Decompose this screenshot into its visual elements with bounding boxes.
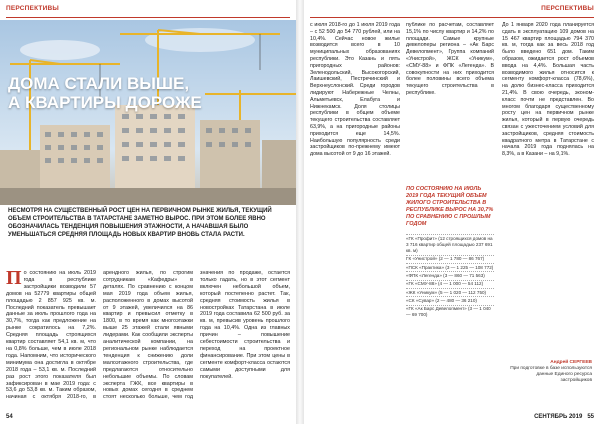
construction-illustration bbox=[0, 20, 296, 205]
article-body-left bbox=[6, 270, 290, 408]
body-column-3 bbox=[200, 270, 290, 400]
headline-line-1: ДОМА СТАЛИ ВЫШЕ, bbox=[8, 74, 190, 93]
right-column-2 bbox=[406, 22, 494, 182]
header-rule-right bbox=[310, 17, 594, 18]
issue-date: СЕНТЯБРЬ 2019 bbox=[534, 414, 583, 420]
developer-item: «СК «Сувар» (2 — 480 — 36 210) bbox=[406, 296, 494, 304]
pull-quote: ПО СОСТОЯНИЮ НА ИЮЛЬ 2019 ГОДА ТЕКУЩИЙ ОБЪЕМ ЖИЛОГО СТРОИТЕЛЬСТВА В РЕСПУБЛИКЕ ВЫРОС НА 30,7% ПО СРАВНЕНИЮ С ПРОШЛЫМ ГОДОМ bbox=[406, 186, 494, 227]
body-column-3-text: значения по продаже, остается только гадать, но в этот сегмент включен небольшой объем, который постепенно растет. Так, средняя стоимость жилья в новостройках Татарстана в июле 2019 года составила 62 500 руб. за кв. м, превысив уровень прошлого года на 10,4%. Одна из главных причин – повышение себестоимости строительства и переход на проектное финансирование. При этом цены в сегменте комфорт-класса остаются самыми доступными для покупателей. bbox=[200, 270, 290, 380]
drop-cap: П bbox=[6, 270, 22, 289]
article-headline bbox=[8, 74, 202, 112]
developer-list bbox=[406, 234, 494, 319]
body-column-2-text: арендного жилья, по строгим сотрудникам «Кафедры» в деталях. По сравнению с концом мая 2019 года объем жилья, расположенного в домах высотой от 9 этажей, увеличился на 86 квартир и превысил отметку в 1800, в то время как многоэтажки выше 25 этажей стали явными лидерами. Как сообщили эксперты аналитической компании, на региональном рынке наблюдается тенденция к снижению доли малоэтажного строительства, где предлагаются относительно небольшие объемы. По словам эксперта ГЖК, все квартиры в новых домах сегодня в среднем стоят несколько больше, чем год bbox=[103, 270, 193, 400]
headline-line-2: А КВАРТИРЫ ДОРОЖЕ bbox=[8, 93, 202, 112]
developer-item: «ПСК «Практика» (3 — 1 225 — 108 772) bbox=[406, 264, 494, 270]
right-column-2-text: публике по расчетам, составляет 15,1% по числу квартир и 14,2% по площади. Самые крупные девелоперы региона – «Ак Барс Девелопмент», Группа компаний «Унистрой», ЖСК «Уникум», «СМУ-88» и ФПК «Легенда». В совокупности на них приходится более половины всего объема текущего строительства в республике. bbox=[406, 22, 494, 96]
page-number-left: 54 bbox=[6, 414, 13, 420]
body-column-1-text: о состоянию на июль 2019 года в республике застройщики возводили 57 домов на 52779 квартиры общей площадью 2 857 925 кв. м. Последний показатель превышает данные за июль прошлого года на 30,7%, тогда как предложение на рынке сократилось на 7,2%. Средняя площадь строящихся квартир составляет 54,1 кв. м, что на 0,8% больше, чем в июле 2018 года. Напомним, что исторического минимума она достигла в октябре 2018 года – 53,1 кв. м. Последний раз рост этого показателя был зафиксирован в мае 2019 года: с 53,6 до 53,8 кв. м. Таким образом, начиная с октября 2018-го, в bbox=[6, 270, 96, 400]
developer-item: «ФПК «Легенда» (3 — 860 — 71 563) bbox=[406, 271, 494, 279]
developer-item: «ГК «Ак Барс Девелопмент» (3 — 1 040 — 69 700) bbox=[406, 305, 494, 320]
developer-item: «ГК «СМУ-88» (4 — 1 000 — 54 112) bbox=[406, 280, 494, 288]
right-column-3-text: До 1 января 2020 года планируется сдать в эксплуатацию 109 домов на 15 467 квартир площадью 794 370 кв. м, тогда как за весь 2018 год было введено 651 дом. Таким образом, ожидается рост объемов ввода на 4,4%. Большая часть возводимого жилья относится к сегменту комфорт-класса (78,6%), на долю бизнес-класса приходится 21,4%. В свою очередь, эконом-класс почти не представлен. Во многом благодаря существенному росту цен на первичном рынке жилья, который в первую очередь связан с ужесточением условий для застройщиков, средняя стоимость квадратного метра в Татарстане с начала 2019 года поднялась на 8,3%, а в Казани – на 9,1%. bbox=[502, 22, 594, 158]
developer-item: «ГК «Профит» (12 строящихся домов на 3 716 квартир общей площадью 237 691 кв. м) bbox=[406, 235, 493, 254]
section-header-right: ПЕРСПЕКТИВЫ bbox=[541, 5, 594, 12]
right-page bbox=[304, 0, 600, 424]
right-column-1-text: с июля 2018-го до 1 июля 2019 года – с 52 500 до 54 770 рублей, или на 10,4%. Сейчас новое жилье возводится всего в 10 муниципальных образованиях республики. Это Казань и пять пригородных районов: Зеленодольский, Высокогорский, Лаишевский, Пестречинский и Верхнеуслонский. Среди городов лидируют Набережные Челны, Альметьевск, Елабуга и Нижнекамск. Доля столицы республики в общем объеме текущего строительства составляет 63,9%, а на пригородные районы приходится еще 14,5%. Наибольшую популярность среди застройщиков по-прежнему имеют дома высотой от 9 до 16 этажей. bbox=[310, 22, 400, 158]
right-column-3 bbox=[502, 22, 594, 352]
developer-item: ГК «Унистрой» (2 — 1 780 — 86 767) bbox=[406, 255, 494, 263]
page-footer-right bbox=[534, 414, 594, 420]
author-name: Андрей СЕРГЕЕВ bbox=[550, 360, 592, 365]
header-rule-left bbox=[6, 17, 290, 18]
author-note: При подготовке в базе используются данные Единого ресурса застройщиков bbox=[510, 366, 592, 383]
developer-item: «ЖК «Уникум» (5 — 1 020 — 112 750) bbox=[406, 288, 494, 296]
author-credit bbox=[504, 360, 592, 384]
body-column-1 bbox=[6, 270, 96, 400]
section-header-left: ПЕРСПЕКТИВЫ bbox=[6, 5, 59, 12]
right-column-1 bbox=[310, 22, 400, 412]
body-column-2 bbox=[103, 270, 193, 400]
construction-photo bbox=[0, 20, 296, 205]
page-gutter bbox=[296, 0, 304, 424]
page-number-right: 55 bbox=[587, 414, 594, 420]
article-lead: НЕСМОТРЯ НА СУЩЕСТВЕННЫЙ РОСТ ЦЕН НА ПЕРВИЧНОМ РЫНКЕ ЖИЛЬЯ, ТЕКУЩИЙ ОБЪЕМ СТРОИТЕЛЬСТВА В ТАТАРСТАНЕ ЗАМЕТНО ВЫРОС. ПРИ ЭТОМ БОЛЕЕ ЯВНО ОБОЗНАЧИЛАСЬ ТЕНДЕНЦИЯ ПОВЫШЕНИЯ ЭТАЖНОСТИ, А НАЧАВШАЯ БЫЛО УМЕНЬШАТЬСЯ СРЕДНЯЯ ПЛОЩАДЬ НОВЫХ КВАРТИР ВНОВЬ СТАЛА РАСТИ. bbox=[8, 208, 272, 238]
left-page bbox=[0, 0, 296, 424]
